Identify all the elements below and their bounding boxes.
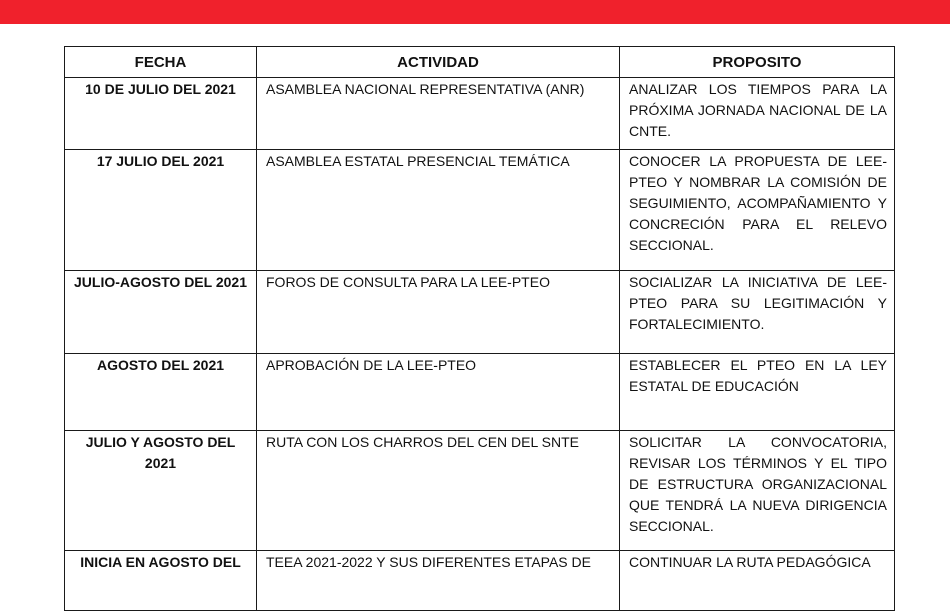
cell-fecha: JULIO-AGOSTO DEL 2021 [65,271,257,354]
cell-actividad: ASAMBLEA NACIONAL REPRESENTATIVA (ANR) [257,78,620,150]
cell-actividad: TEEA 2021-2022 Y SUS DIFERENTES ETAPAS DE [257,551,620,611]
header-fecha: FECHA [65,47,257,78]
cell-actividad: APROBACIÓN DE LA LEE-PTEO [257,354,620,431]
top-red-bar [0,0,950,24]
cell-proposito: SOLICITAR LA CONVOCATORIA, REVISAR LOS TÉRMINOS Y EL TIPO DE ESTRUCTURA ORGANIZACIONAL QUE TENDRÁ LA NUEVA DIRIGENCIA SECCIONAL. [620,431,895,551]
cell-proposito: ANALIZAR LOS TIEMPOS PARA LA PRÓXIMA JORNADA NACIONAL DE LA CNTE. [620,78,895,150]
table-header-row [65,47,895,78]
table-row [65,431,895,551]
table-row [65,551,895,611]
cell-actividad: FOROS DE CONSULTA PARA LA LEE-PTEO [257,271,620,354]
table-row [65,354,895,431]
table-row [65,271,895,354]
cell-fecha: 17 JULIO DEL 2021 [65,150,257,271]
cell-actividad: RUTA CON LOS CHARROS DEL CEN DEL SNTE [257,431,620,551]
cell-proposito: CONOCER LA PROPUESTA DE LEE-PTEO Y NOMBRAR LA COMISIÓN DE SEGUIMIENTO, ACOMPAÑAMIENTO Y CONCRECIÓN PARA EL RELEVO SECCIONAL. [620,150,895,271]
table-row [65,150,895,271]
header-actividad: ACTIVIDAD [257,47,620,78]
table-row [65,78,895,150]
cell-proposito: SOCIALIZAR LA INICIATIVA DE LEE-PTEO PARA SU LEGITIMACIÓN Y FORTALECIMIENTO. [620,271,895,354]
cell-fecha: AGOSTO DEL 2021 [65,354,257,431]
header-proposito: PROPOSITO [620,47,895,78]
cell-fecha: JULIO Y AGOSTO DEL 2021 [65,431,257,551]
cell-fecha: INICIA EN AGOSTO DEL [65,551,257,611]
cell-proposito: CONTINUAR LA RUTA PEDAGÓGICA [620,551,895,611]
schedule-table [64,46,895,611]
cell-actividad: ASAMBLEA ESTATAL PRESENCIAL TEMÁTICA [257,150,620,271]
cell-proposito: ESTABLECER EL PTEO EN LA LEY ESTATAL DE EDUCACIÓN [620,354,895,431]
cell-fecha: 10 DE JULIO DEL 2021 [65,78,257,150]
